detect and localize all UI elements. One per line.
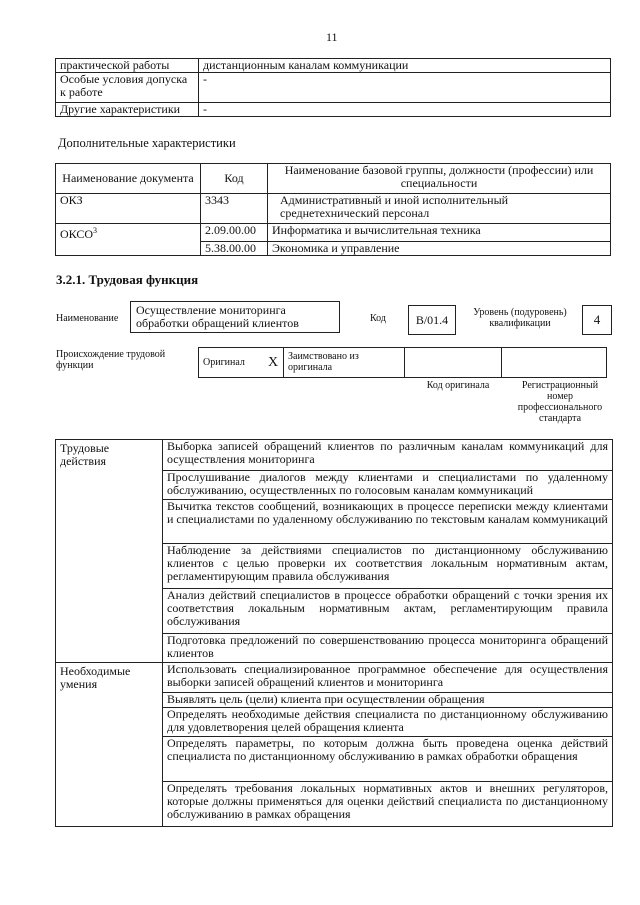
table-cell xyxy=(56,224,201,242)
table-cell: Информатика и вычислительная техника xyxy=(268,224,611,242)
original-mark: X xyxy=(263,348,284,378)
list-item: Прослушивание диалогов между клиентами и специалистами по удаленному обслуживанию, осуществленных по голосовым каналам коммуникаций xyxy=(163,471,613,500)
table-cell: - xyxy=(199,73,611,103)
table-cell: Особые условия допуска к работе xyxy=(56,73,199,103)
table-cell: Экономика и управление xyxy=(268,241,611,255)
table-cell: - xyxy=(199,103,611,117)
name-label: Наименование xyxy=(56,313,119,324)
level-box: 4 xyxy=(582,305,612,335)
section-title: 3.2.1. Трудовая функция xyxy=(56,272,199,287)
list-item: Выборка записей обращений клиентов по различным каналам коммуникаций для осуществления мониторинга xyxy=(163,440,613,471)
table-cell: 5.38.00.00 xyxy=(201,241,268,255)
table-row xyxy=(56,194,611,224)
table-row xyxy=(56,59,611,73)
list-item: Определять параметры, по которым должна быть проведена оценка действий специалиста по дистанционному обслуживанию в рамках обработки обращения xyxy=(163,737,613,782)
additional-characteristics-table xyxy=(55,163,611,256)
header-cell: Наименование базовой группы, должности (профессии) или специальности xyxy=(268,164,611,194)
table-row xyxy=(56,440,613,471)
labor-function-table xyxy=(55,439,613,827)
function-name-box: Осуществление мониторинга обработки обращений клиентов xyxy=(130,301,340,333)
table-cell: дистанционным каналам коммуникации xyxy=(199,59,611,73)
table-cell: Другие характеристики xyxy=(56,103,199,117)
okso-footnote: 3 xyxy=(93,226,98,235)
list-item: Наблюдение за действиями специалистов по дистанционному обслуживанию клиентов с целью проверки их соответствия локальным нормативным актам, регламентирующим правила обслуживания xyxy=(163,544,613,589)
table-row xyxy=(56,103,611,117)
okso-label: ОКСО xyxy=(60,227,94,241)
borrowed-label: Заимствовано из оригинала xyxy=(284,348,405,378)
list-item: Анализ действий специалистов в процессе обработки обращений с точки зрения их соответствия локальным нормативным актам, регламентирующим правила обслуживания xyxy=(163,589,613,634)
table-row xyxy=(56,241,611,255)
table-cell: ОКЗ xyxy=(56,194,201,224)
table-cell: 3343 xyxy=(201,194,268,224)
additional-heading: Дополнительные характеристики xyxy=(58,136,236,150)
reg-number-caption: Регистрационный номер профессионального стандарта xyxy=(517,380,603,424)
level-label: Уровень (подуровень) квалификации xyxy=(473,307,567,329)
code-label: Код xyxy=(370,313,386,324)
table-row xyxy=(56,73,611,103)
list-item: Определять необходимые действия специалиста по дистанционному обслуживанию для удовлетворения целей обращения клиента xyxy=(163,708,613,737)
function-code-box: B/01.4 xyxy=(408,305,456,335)
table-row xyxy=(56,224,611,242)
table-cell: Административный и иной исполнительный среднетехнический персонал xyxy=(268,194,611,224)
code-original-cell xyxy=(405,348,502,378)
list-item: Выявлять цель (цели) клиента при осуществлении обращения xyxy=(163,693,613,708)
table-row xyxy=(199,348,607,378)
page-number: 11 xyxy=(326,30,338,44)
general-info-table xyxy=(55,58,611,117)
list-item: Подготовка предложений по совершенствованию процесса мониторинга обращений клиентов xyxy=(163,634,613,663)
section-label: Необходимые умения xyxy=(56,663,163,827)
origin-label: Происхождение трудовой функции xyxy=(56,349,166,371)
section-label: Трудовые действия xyxy=(56,440,163,663)
header-cell: Код xyxy=(201,164,268,194)
list-item: Использовать специализированное программное обеспечение для осуществления выборки записей обращений клиентов и мониторинга xyxy=(163,663,613,693)
code-original-caption: Код оригинала xyxy=(426,380,490,391)
origin-table xyxy=(198,347,607,378)
list-item: Вычитка текстов сообщений, возникающих в процессе переписки между клиентами и специалистами по удаленному обслуживанию по текстовым каналам коммуникаций xyxy=(163,500,613,544)
reg-number-cell xyxy=(502,348,607,378)
original-label: Оригинал xyxy=(199,348,264,378)
table-cell: 2.09.00.00 xyxy=(201,224,268,242)
table-cell xyxy=(56,241,201,255)
table-header-row xyxy=(56,164,611,194)
table-cell: практической работы xyxy=(56,59,199,73)
table-row xyxy=(56,663,613,693)
header-cell: Наименование документа xyxy=(56,164,201,194)
list-item: Определять требования локальных нормативных актов и внешних регуляторов, которые должны применяться для оценки действий специалиста по дистанционному обслуживанию в рамках обращения xyxy=(163,782,613,827)
